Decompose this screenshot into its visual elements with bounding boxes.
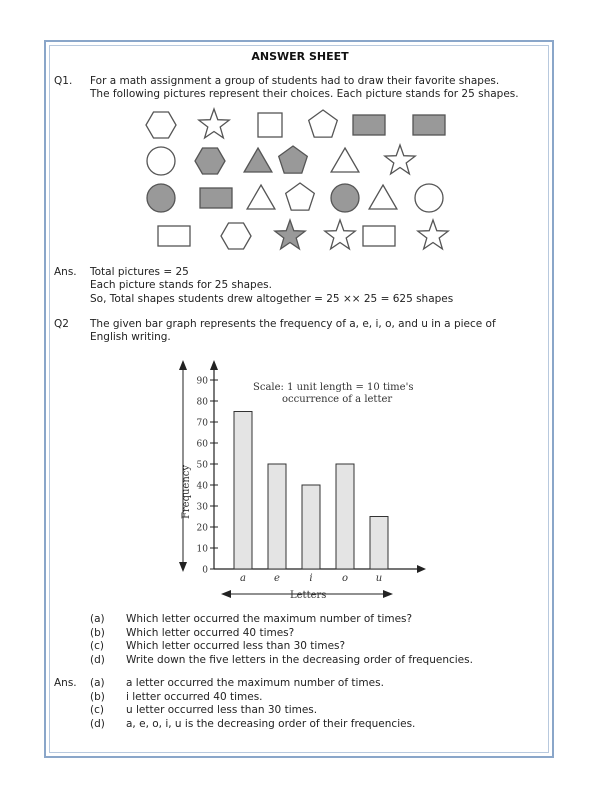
q2-question-tags [90,613,105,667]
q2-question-tag-d: (d) [90,653,105,666]
q2-answer-tag-d: (d) [90,717,105,730]
shape-rectangle-icon [363,226,395,246]
chart-y-label-arrow-down [179,562,187,572]
q1-label: Q1. [54,75,73,87]
chart-y-tick-label: 30 [196,502,208,513]
q1-answer-line3: So, Total shapes students drew altogether = 25 ×× 25 = 625 shapes [90,293,454,305]
chart-y-axis-label: Frequency [181,464,192,520]
chart-y-axis-arrow [210,360,218,370]
frequency-bar-chart [165,352,435,604]
chart-bar-e [268,464,286,569]
q2-answer-label: Ans. [54,677,77,689]
q2-label: Q2 [54,318,69,330]
q2-answer-tag-b: (b) [90,690,105,703]
q1-text-line2: The following pictures represent their choices. Each picture stands for 25 shapes. [90,88,519,100]
chart-bar-i [302,485,320,569]
q2-question-b: Which letter occurred 40 times? [126,626,295,639]
q2-question-texts [126,613,473,667]
chart-y-tick-label: 20 [196,523,208,534]
q2-question-d: Write down the five letters in the decreasing order of frequencies. [126,653,473,666]
chart-bar-o [336,464,354,569]
shape-hexagon-icon [221,223,251,249]
chart-y-tick-label: 0 [202,565,208,576]
shape-pentagon-icon [286,183,315,210]
chart-x-axis-arrow [417,565,426,573]
q2-text-line1: The given bar graph represents the frequency of a, e, i, o, and u in a piece of [90,318,496,330]
shape-triangle-icon [247,185,275,209]
chart-y-tick-label: 40 [196,481,208,492]
shape-triangle-filled-icon [244,148,272,172]
q2-answer-b: i letter occurred 40 times. [126,690,263,703]
chart-x-tick-label-a: a [240,573,246,584]
shape-pentagon-filled-icon [279,146,308,173]
shape-star-icon [385,145,415,174]
q2-text-line2: English writing. [90,331,171,343]
chart-x-label-arrow-left [221,590,231,598]
q1-answer-line1: Total pictures = 25 [90,266,189,278]
q1-answer-line2: Each picture stands for 25 shapes. [90,279,272,291]
chart-scale-line1: Scale: 1 unit length = 10 time's [253,382,414,393]
q2-answer-a: a letter occurred the maximum number of times. [126,677,384,689]
chart-y-tick-label: 90 [196,376,208,387]
chart-y-tick-label: 10 [196,544,208,555]
chart-scale-line2: occurrence of a letter [282,394,393,405]
chart-x-tick-label-i: i [309,573,313,584]
shape-rectangle-filled-icon [353,115,385,135]
shape-circle-icon [147,147,175,175]
shape-triangle-icon [369,185,397,209]
shape-star-icon [325,220,355,249]
shape-hexagon-icon [146,112,176,138]
shapes-pictograph [141,103,459,258]
page-title: ANSWER SHEET [251,50,349,63]
chart-x-tick-label-e: e [274,573,280,584]
chart-x-axis-label: Letters [290,590,327,601]
shape-circle-icon [415,184,443,212]
shape-circle-filled-icon [331,184,359,212]
shape-star-icon [418,220,448,249]
q2-answer-texts [126,677,415,731]
q2-question-a: Which letter occurred the maximum number of times? [126,613,413,625]
chart-x-tick-label-u: u [375,573,383,584]
q2-question-c: Which letter occurred less than 30 times? [126,640,346,652]
chart-y-tick-label: 80 [196,397,208,408]
q2-question-tag-b: (b) [90,626,105,639]
chart-y-tick-label: 60 [196,439,208,450]
q2-answer-tags [90,677,105,731]
shape-pentagon-icon [309,110,338,137]
chart-y-label-arrow-up [179,360,187,370]
chart-x-tick-label-o: o [341,573,349,584]
shape-rectangle-icon [158,226,190,246]
q1-text-line1: For a math assignment a group of students had to draw their favorite shapes. [90,75,500,87]
chart-y-tick-label: 70 [196,418,208,429]
shape-star-filled-icon [275,220,305,249]
shape-hexagon-filled-icon [195,148,225,174]
q2-answer-tag-c: (c) [90,704,104,716]
q1-answer-label: Ans. [54,266,77,278]
chart-bar-a [234,412,252,570]
q2-answer-tag-a: (a) [90,677,105,689]
shape-rectangle-filled-icon [413,115,445,135]
q2-answer-d: a, e, o, i, u is the decreasing order of their frequencies. [126,717,416,730]
shape-circle-filled-icon [147,184,175,212]
shape-star-icon [199,109,229,138]
chart-x-label-arrow-right [383,590,393,598]
shape-square-icon [258,113,282,137]
chart-bar-u [370,517,388,570]
shape-triangle-icon [331,148,359,172]
q2-answer-c: u letter occurred less than 30 times. [126,704,318,716]
q2-question-tag-c: (c) [90,640,104,652]
q2-question-tag-a: (a) [90,613,105,625]
shape-rectangle-filled-icon [200,188,232,208]
chart-y-tick-label: 50 [196,460,208,471]
